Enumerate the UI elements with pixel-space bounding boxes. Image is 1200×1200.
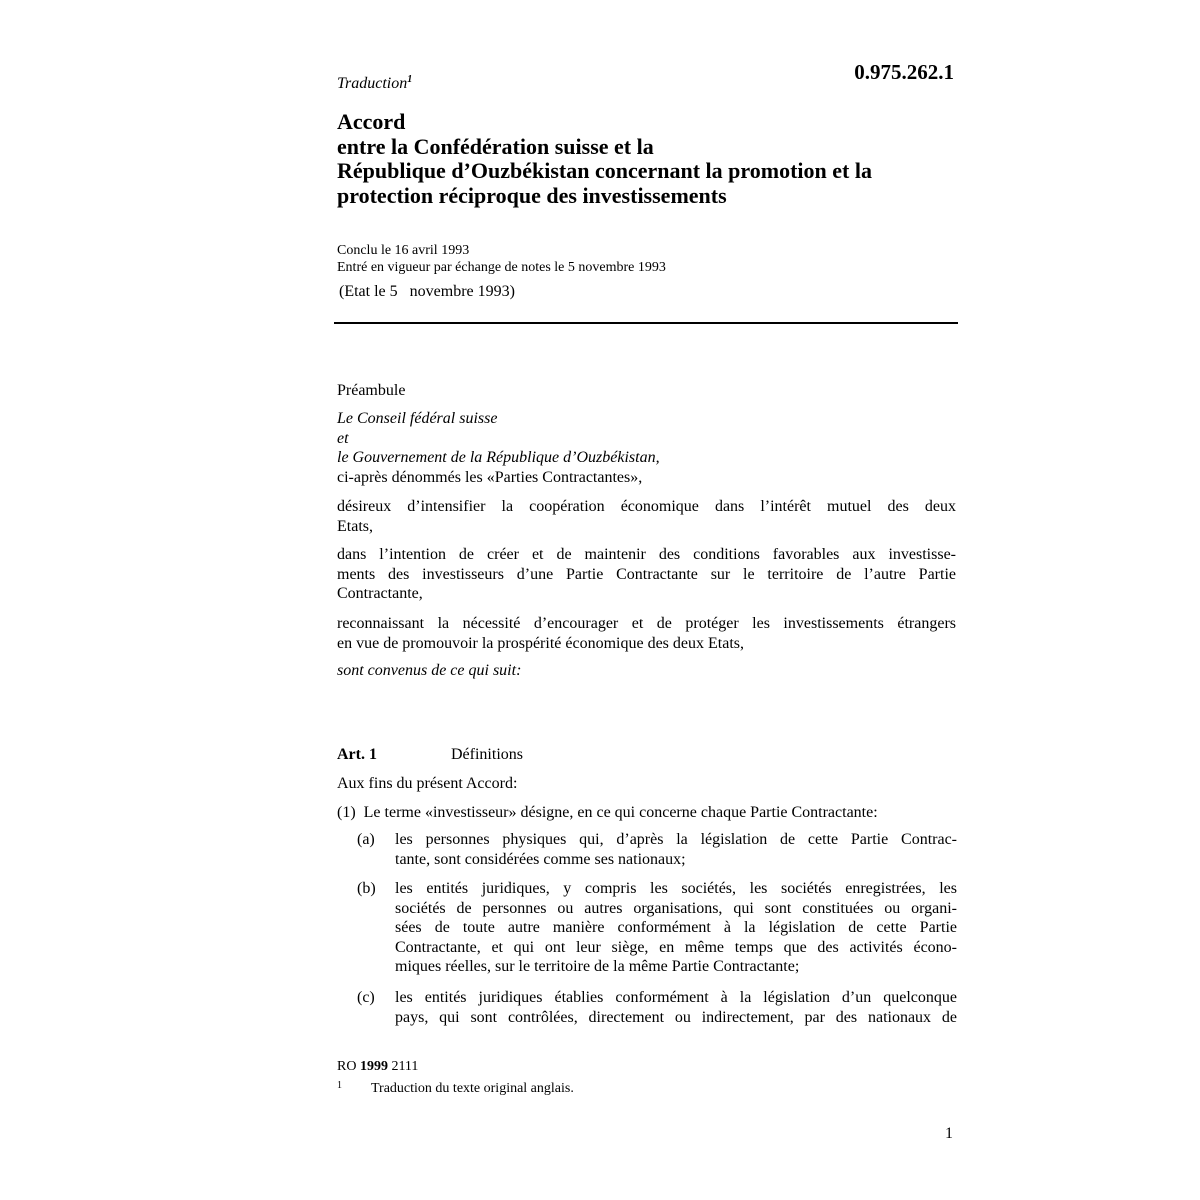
article-item-1: (1) Le terme «investisseur» désigne, en ce qui concerne chaque Partie Contractante: [337,804,878,821]
title-line: entre la Confédération suisse et la [337,133,654,159]
text-line: tante, sont considérées comme ses nationaux; [395,850,686,868]
document-metadata [337,242,666,276]
party-conjunction: et [337,429,349,447]
preamble-paragraph [337,614,956,653]
preamble-parties [337,409,956,487]
text-line: pays, qui sont contrôlées, directement ou indirectement, par des nationaux de [395,1008,957,1026]
preamble-closing: sont convenus de ce qui suit: [337,662,522,679]
official-compilation-ref [337,1059,418,1075]
concluded-date: Conclu le 16 avril 1993 [337,243,470,258]
text-line: les personnes physiques qui, d’après la législation de cette Partie Contrac- [395,831,957,848]
title-line: République d’Ouzbékistan concernant la promotion et la [337,158,872,183]
text-line: désireux d’intensifier la coopération économique dans l’intérêt mutuel des deux [337,498,956,515]
text-line: les entités juridiques établies conformément à la législation d’un quelconque [395,989,957,1006]
header-divider [334,322,958,324]
sub-item-label: (a) [357,831,375,848]
text-line: Etats, [337,517,373,535]
ro-year: 1999 [359,1059,388,1074]
article-number: Art. 1 [337,746,377,763]
party-1: Le Conseil fédéral suisse [337,410,498,427]
text-line: dans l’intention de créer et de maintenir des conditions favorables aux investisse- [337,546,956,563]
preamble-paragraph [337,497,956,536]
text-line: sociétés de personnes ou autres organisations, qui sont constituées ou organi- [395,899,957,917]
text-line: les entités juridiques, y compris les sociétés, les sociétés enregistrées, les [395,880,957,897]
traduction-label [337,74,412,93]
text-line: en vue de promouvoir la prospérité économique des deux Etats, [337,634,744,652]
party-2: le Gouvernement de la République d’Ouzbékistan, [337,449,660,466]
footnote [337,1080,574,1097]
text-line: ments des investisseurs d’une Partie Contractante sur le territoire de l’autre Partie [337,565,956,583]
preamble-heading: Préambule [337,382,406,399]
sub-item-label: (c) [357,989,375,1006]
in-force-date: Entré en vigueur par échange de notes le 5 novembre 1993 [337,260,666,275]
page-number: 1 [945,1125,953,1142]
article-title: Définitions [451,746,523,763]
text-line: miques réelles, sur le territoire de la même Partie Contractante; [395,958,800,975]
ro-page: 2111 [391,1059,419,1074]
sub-item-a [357,830,957,869]
sub-item-b [357,879,957,977]
parties-designation: ci-après dénommés les «Parties Contractantes», [337,468,643,486]
footnote-number: 1 [337,1080,342,1091]
preamble-paragraph [337,545,956,604]
text-line: reconnaissant la nécessité d’encourager et de protéger les investissements étrangers [337,615,956,632]
traduction-text: Traduction [337,75,408,92]
document-title [337,110,872,208]
article-heading [337,745,956,765]
text-line: Contractante, et qui ont leur siège, en même temps que des activités écono- [395,938,957,956]
footnote-reference[interactable]: 1 [407,74,413,85]
title-line: protection réciproque des investissements [337,182,727,208]
text-line: sées de toute autre manière conformément à la législation de cette Partie [395,919,957,936]
ro-prefix: RO [337,1059,357,1074]
system-number: 0.975.262.1 [854,60,954,84]
footnote-text: Traduction du texte original anglais. [371,1081,574,1096]
sub-item-label: (b) [357,880,376,897]
state-date: (Etat le 5 novembre 1993) [339,283,515,300]
article-intro: Aux fins du présent Accord: [337,775,518,792]
sub-item-c [357,988,957,1027]
title-line: Accord [337,109,406,134]
text-line: Contractante, [337,585,423,602]
